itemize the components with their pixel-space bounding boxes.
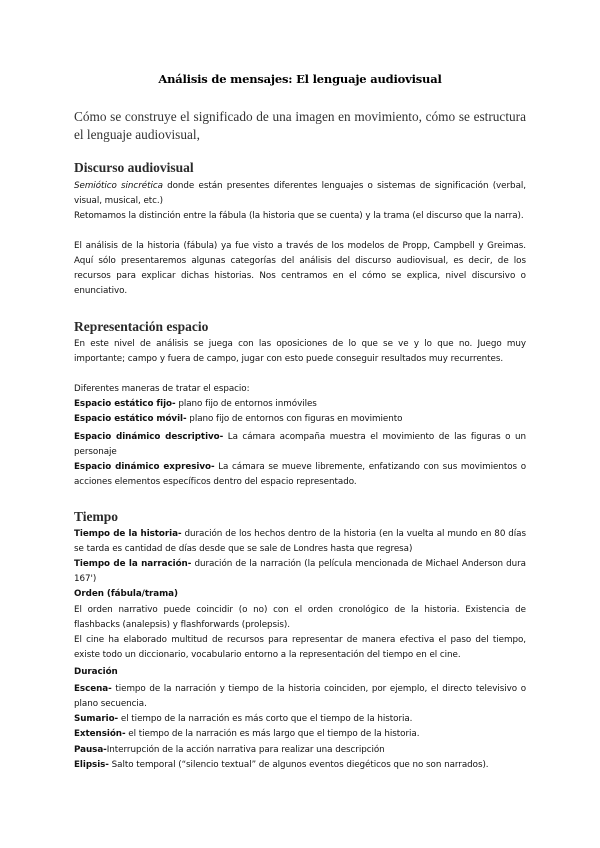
espacio-item-term: Espacio estático fijo- bbox=[74, 399, 176, 409]
espacio-item-desc: plano fijo de entornos con figuras en movimiento bbox=[186, 414, 403, 424]
espacio-item bbox=[74, 460, 526, 490]
pausa-term: Pausa- bbox=[74, 745, 107, 755]
duracion-extension bbox=[74, 727, 526, 742]
duracion-heading: Duración bbox=[74, 667, 118, 677]
sumario-desc: el tiempo de la narración es más corto que el tiempo de la historia. bbox=[118, 714, 413, 724]
espacio-item-desc: La cámara acompaña muestra el movimiento de las figuras o un personaje bbox=[74, 432, 526, 457]
extension-desc: el tiempo de la narración es más largo que el tiempo de la historia. bbox=[125, 729, 420, 739]
heading-espacio: Representación espacio bbox=[74, 319, 209, 334]
pausa-desc: Interrupción de la acción narrativa para realizar una descripción bbox=[106, 745, 385, 755]
espacio-item-desc: La cámara se mueve libremente, enfatizando con sus movimientos o acciones elementos específicos dentro del espacio representado. bbox=[74, 462, 527, 487]
extension-term: Extensión- bbox=[74, 729, 126, 739]
espacio-item-term: Espacio dinámico descriptivo- bbox=[74, 432, 224, 442]
sumario-term: Sumario- bbox=[74, 714, 119, 724]
document-title: Análisis de mensajes: El lenguaje audiovisual bbox=[158, 72, 442, 86]
duracion-escena bbox=[74, 682, 526, 712]
espacio-item-term: Espacio dinámico expresivo- bbox=[74, 462, 215, 472]
espacio-item bbox=[74, 397, 526, 412]
tiempo-narracion-desc: duración de la narración (la película mencionada de Michael Anderson dura 167') bbox=[74, 559, 526, 584]
duracion-pausa bbox=[74, 743, 526, 758]
espacio-item-desc: plano fijo de entornos inmóviles bbox=[175, 399, 317, 409]
duracion-elipsis bbox=[74, 758, 526, 773]
elipsis-term: Elipsis- bbox=[74, 760, 109, 770]
tiempo-historia bbox=[74, 527, 526, 557]
espacio-item bbox=[74, 412, 526, 427]
discurso-paragraph-2: Retomamos la distinción entre la fábula (la historia que se cuenta) y la trama (el discurso que la narra). bbox=[74, 211, 524, 221]
document-subtitle: Cómo se construye el significado de una imagen en movimiento, cómo se estructura el lenguaje audiovisual, bbox=[74, 109, 526, 142]
tiempo-historia-term: Tiempo de la historia- bbox=[74, 529, 182, 539]
heading-tiempo: Tiempo bbox=[74, 509, 119, 524]
heading-discurso: Discurso audiovisual bbox=[74, 160, 194, 175]
tiempo-narracion-term: Tiempo de la narración- bbox=[74, 559, 192, 569]
duracion-sumario bbox=[74, 712, 526, 727]
escena-term: Escena- bbox=[74, 684, 112, 694]
elipsis-desc: Salto temporal (“silencio textual” de algunos eventos diegéticos que no son narrados). bbox=[108, 760, 489, 770]
orden-heading: Orden (fábula/trama) bbox=[74, 589, 178, 599]
tiempo-narracion bbox=[74, 557, 526, 587]
espacio-item-term: Espacio estático móvil- bbox=[74, 414, 187, 424]
espacio-intro: Diferentes maneras de tratar el espacio: bbox=[74, 384, 250, 394]
espacio-item bbox=[74, 430, 526, 460]
tiempo-historia-desc: duración de los hechos dentro de la historia (en la vuelta al mundo en 80 días se tarda es cantidad de días desde que se sale de Londres hasta que regresa) bbox=[74, 529, 526, 554]
discurso-paragraph-3: El análisis de la historia (fábula) ya fue visto a través de los modelos de Propp, Campbell y Greimas. Aquí sólo presentaremos algunas categorías del análisis del discurso audiovisual, es decir, de los recursos para explicar dichas historias. Nos centramos en el cómo se explica, nivel discursivo o enunciativo. bbox=[74, 241, 526, 296]
discurso-p1-text: donde están presentes diferentes lenguajes o sistemas de significación (verbal, visual, musical, etc.) bbox=[74, 181, 526, 206]
orden-paragraph-2: El cine ha elaborado multitud de recursos para representar de manera efectiva el paso del tiempo, existe todo un diccionario, vocabulario entorno a la representación del tiempo en el cine. bbox=[74, 635, 526, 660]
escena-desc: tiempo de la narración y tiempo de la historia coinciden, por ejemplo, el directo televisivo o plano secuencia. bbox=[74, 684, 526, 709]
espacio-paragraph-1: En este nivel de análisis se juega con las oposiciones de lo que se ve y lo que no. Juego muy importante; campo y fuera de campo, jugar con esto puede conseguir resultados muy recurrentes. bbox=[74, 339, 526, 364]
discurso-paragraph-1 bbox=[74, 179, 526, 209]
semiotico-term: Semiótico sincrética bbox=[74, 181, 163, 191]
orden-paragraph-1: El orden narrativo puede coincidir (o no) con el orden cronológico de la historia. Existencia de flashbacks (analepsis) y flashforwards (prolepsis). bbox=[74, 605, 526, 630]
